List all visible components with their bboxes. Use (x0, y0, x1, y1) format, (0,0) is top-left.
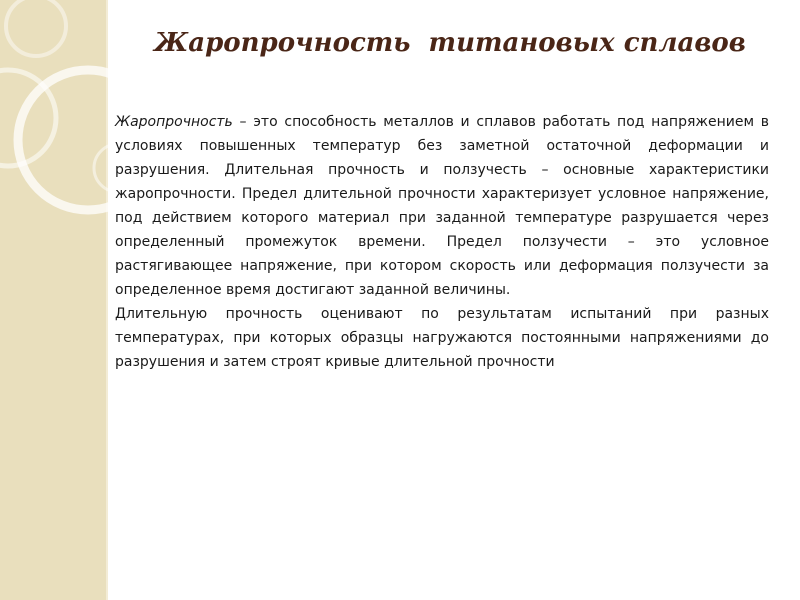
band-edge-line (106, 0, 108, 600)
paragraph-long-term-strength: Длительную прочность оценивают по результатам испытаний при разных температурах, при которых образцы нагружаются постоянными напряжениями до разрушения и затем строят кривые длительной прочности (115, 306, 769, 370)
left-decorative-band (0, 0, 106, 600)
slide-title: Жаропрочность титановых сплавов (154, 28, 746, 58)
definition-text: – это способность металлов и сплавов работать под напряжением в условиях повышенных температур без заметной остаточной деформации и разрушения. Длительная прочность и ползучесть – основные характеристики жаропрочности. Предел длительной прочности характеризует условное напряжение, под действием которого материал при заданной температуре разрушается через определенный промежуток времени. Предел ползучести – это условное растягивающее напряжение, при котором скорость или деформация ползучести за определенное время достигают заданной величины. (115, 114, 769, 298)
slide-body (115, 110, 769, 374)
term-heat-resistance: Жаропрочность (115, 114, 233, 130)
paragraph-definition (115, 110, 769, 302)
